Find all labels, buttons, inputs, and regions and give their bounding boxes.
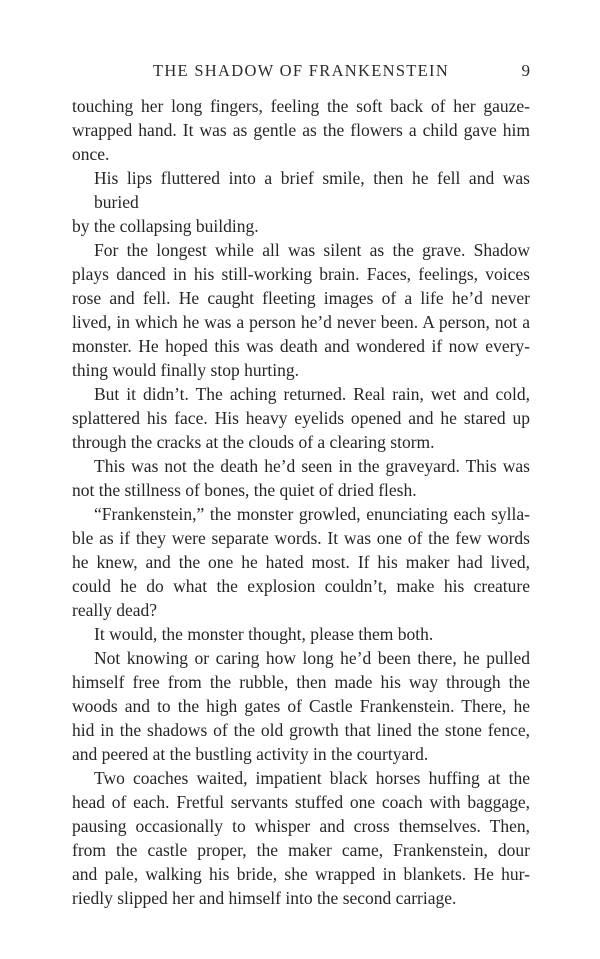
running-header-title: THE SHADOW OF FRANKENSTEIN <box>152 61 450 80</box>
text-line: by the collapsing building. <box>72 216 259 236</box>
text-line: This was not the death he’d seen in the graveyard. This was <box>94 456 530 476</box>
text-line: hid in the shadows of the old growth that lined the stone fence, <box>72 720 530 740</box>
paragraph <box>72 454 530 502</box>
page-number: 9 <box>521 61 530 80</box>
text-line: For the longest while all was silent as the grave. Shadow <box>94 240 530 260</box>
text-line: pausing occasionally to whisper and cross themselves. Then, <box>72 816 530 836</box>
text-line: wrapped hand. It was as gentle as the flowers a child gave him <box>72 120 530 140</box>
text-line: from the castle proper, the maker came, Frankenstein, dour <box>72 840 530 860</box>
text-line: lived, in which he was a person he’d never been. A person, not a <box>72 312 530 332</box>
text-line: he knew, and the one he hated most. If his maker had lived, <box>72 552 530 572</box>
text-line: Two coaches waited, impatient black horses huffing at the <box>94 768 530 788</box>
text-line: head of each. Fretful servants stuffed one coach with baggage, <box>72 792 530 812</box>
paragraph <box>72 622 530 646</box>
text-line: ble as if they were separate words. It was one of the few words <box>72 528 530 548</box>
text-line: through the cracks at the clouds of a clearing storm. <box>72 432 435 452</box>
text-line: rose and fell. He caught fleeting images of a life he’d never <box>72 288 530 308</box>
paragraph <box>72 646 530 766</box>
text-line: thing would finally stop hurting. <box>72 360 300 380</box>
text-line: Not knowing or caring how long he’d been there, he pulled <box>94 648 530 668</box>
text-line: splattered his face. His heavy eyelids opened and he stared up <box>72 408 530 428</box>
paragraph <box>72 502 530 622</box>
paragraph <box>72 766 530 910</box>
text-line: really dead? <box>72 600 158 620</box>
paragraph <box>72 238 530 382</box>
text-line: and pale, walking his bride, she wrapped in blankets. He hur- <box>72 864 530 884</box>
text-line: and peered at the bustling activity in the courtyard. <box>72 744 429 764</box>
text-line: could he do what the explosion couldn’t, make his creature <box>72 576 530 596</box>
text-line: touching her long fingers, feeling the soft back of her gauze- <box>72 96 530 116</box>
text-line: “Frankenstein,” the monster growled, enunciating each sylla- <box>94 504 530 524</box>
text-line: woods and to the high gates of Castle Frankenstein. There, he <box>72 696 530 716</box>
text-line: riedly slipped her and himself into the second carriage. <box>72 888 457 908</box>
paragraph <box>72 94 530 166</box>
paragraph <box>72 382 530 454</box>
text-line: not the stillness of bones, the quiet of dried flesh. <box>72 480 417 500</box>
text-line: But it didn’t. The aching returned. Real rain, wet and cold, <box>94 384 530 404</box>
text-line: himself free from the rubble, then made his way through the <box>72 672 530 692</box>
text-line: plays danced in his still-working brain. Faces, feelings, voices <box>72 264 530 284</box>
text-line: His lips fluttered into a brief smile, then he fell and was buried <box>94 168 530 212</box>
running-header <box>72 61 530 81</box>
text-line: monster. He hoped this was death and wondered if now every- <box>72 336 530 356</box>
text-line: once. <box>72 144 110 164</box>
text-line: It would, the monster thought, please them both. <box>94 624 434 644</box>
page-body <box>72 94 530 910</box>
paragraph <box>72 166 530 238</box>
